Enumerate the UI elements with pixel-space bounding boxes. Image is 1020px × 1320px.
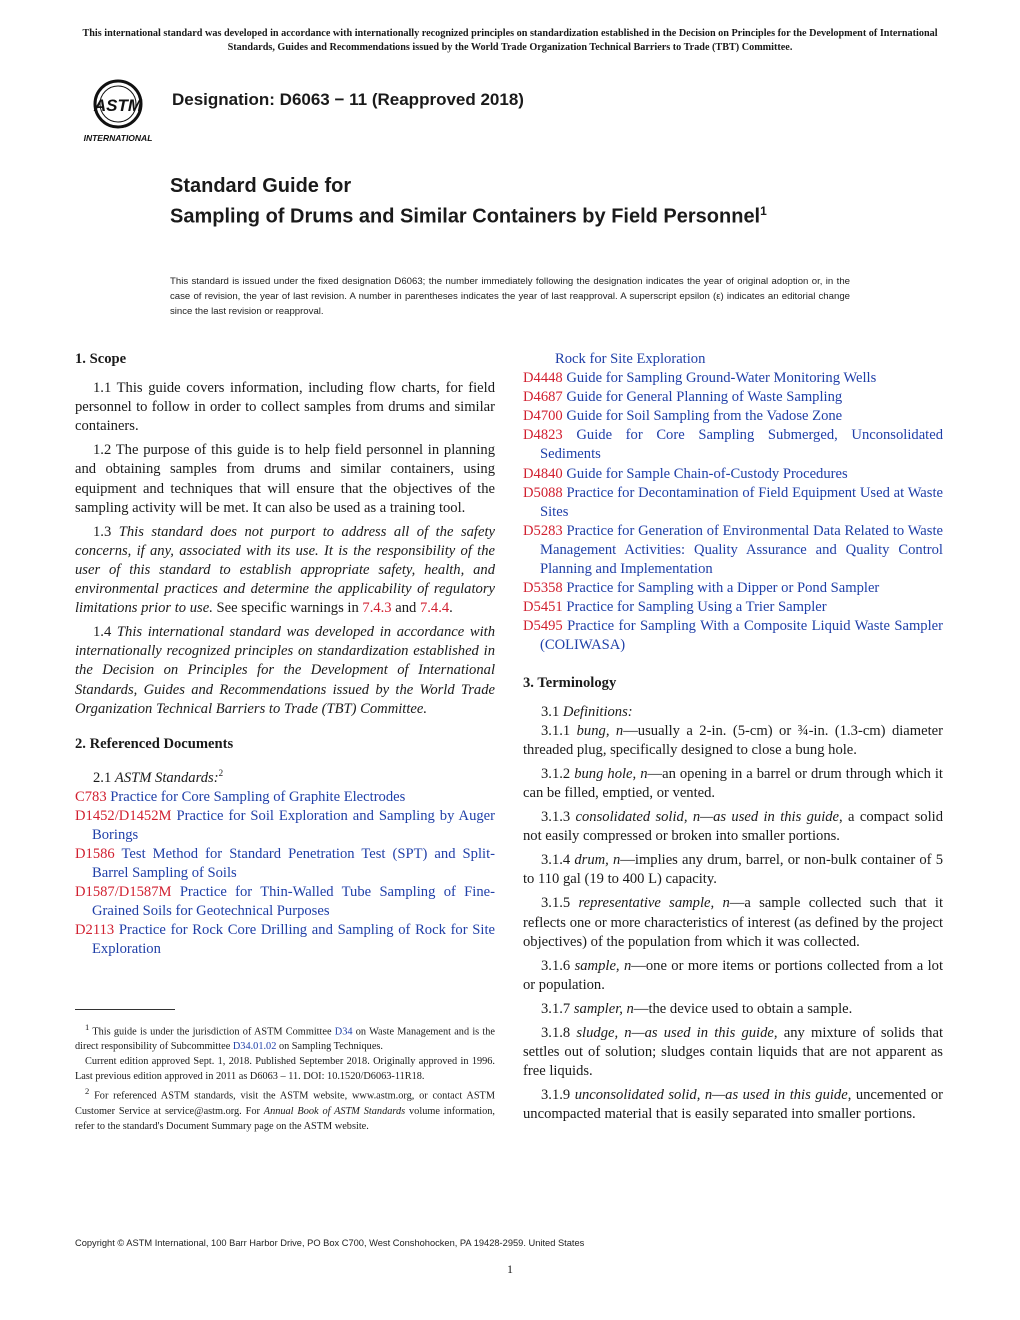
- footnote-1: $^1$ This guide is under the jurisdiction of ASTM Committee D34 on Waste Management and is the direct responsibility of Subcommittee D34.01.02 on Sampling Techniques.: [75, 1022, 496, 1053]
- ref-code-link[interactable]: D4448: [523, 370, 563, 387]
- reference-item: [523, 407, 943, 426]
- ref-code-link[interactable]: D4823: [523, 427, 563, 444]
- reference-item: [75, 845, 495, 883]
- reference-item: [523, 484, 943, 522]
- ref-code-link[interactable]: D1587/D1587M: [75, 884, 172, 901]
- ref-title-link[interactable]: Guide for Core Sampling Submerged, Unconsolidated Sediments: [540, 427, 943, 463]
- ref-title-link[interactable]: Practice for Rock Core Drilling and Sampling of Rock for Site Exploration: [92, 922, 495, 958]
- scope-1-4-num: 1.4: [93, 624, 112, 641]
- terminology-heading: 3. Terminology: [523, 674, 617, 691]
- ref-title-link[interactable]: Practice for Sampling with a Dipper or Pond Sampler: [566, 580, 880, 597]
- reference-item: [523, 617, 943, 655]
- left-column: [75, 350, 496, 958]
- scope-heading: 1. Scope: [75, 351, 127, 367]
- ref-title-continued[interactable]: Rock for Site Exploration: [555, 351, 706, 367]
- reference-item: [523, 369, 943, 388]
- designation: Designation: D6063 − 11 (Reapproved 2018): [172, 90, 524, 109]
- scope-1-3-num: 1.3: [93, 523, 112, 540]
- ref-code-link[interactable]: D1586: [75, 846, 115, 863]
- ref-code-link[interactable]: C783: [75, 788, 107, 805]
- ref-code-link[interactable]: D4687: [523, 389, 563, 406]
- ref-code-link[interactable]: D1452/D1452M: [75, 807, 172, 824]
- scope-1-3: [75, 523, 495, 618]
- committee-d34-link[interactable]: D34: [334, 1026, 353, 1038]
- references-heading: 2. Referenced Documents: [75, 735, 234, 752]
- scope-1-4: [75, 623, 495, 718]
- scope-1-3-end: .: [449, 600, 453, 617]
- ref-title-link[interactable]: Guide for Soil Sampling from the Vadose Zone: [566, 408, 843, 425]
- logo-text: ASTM: [93, 96, 143, 115]
- astm-logo-icon: [72, 78, 164, 148]
- ref-title-link[interactable]: Guide for Sample Chain-of-Custody Procedures: [566, 465, 848, 482]
- astm-standards-label: 2.1 ASTM Standards:$^2$: [93, 767, 224, 786]
- term-definition: 3.1.4 drum, n—implies any drum, barrel, or non-bulk container of 5 to 110 gal (19 to 400 L) capacity.: [523, 852, 943, 888]
- ref-title-link[interactable]: Guide for Sampling Ground-Water Monitoring Wells: [566, 370, 877, 387]
- term-definition: 3.1.8 sludge, n—as used in this guide, any mixture of solids that settles out of solution; sludges contain liquids that are not apparent as free liquids.: [523, 1025, 943, 1080]
- reference-item: [75, 807, 495, 845]
- subcommittee-link[interactable]: D34.01.02: [232, 1041, 277, 1053]
- title-line-2: Sampling of Drums and Similar Containers by Field Personnel: [170, 205, 761, 228]
- scope-1-2: 1.2 The purpose of this guide is to help field personnel in planning and obtaining samples from drums and similar containers, using equipment and techniques that will ensure that the objectives of the sampling activity will be met. It can also be used as a training tool.: [75, 442, 495, 516]
- reference-item: [523, 465, 943, 484]
- ref-title-link[interactable]: Practice for Decontamination of Field Equipment Used at Waste Sites: [540, 484, 943, 520]
- reference-item: [75, 883, 495, 921]
- ref-code-link[interactable]: D5088: [523, 484, 563, 501]
- ref-title-link[interactable]: Practice for Thin-Walled Tube Sampling of Fine-Grained Soils for Geotechnical Purposes: [92, 884, 495, 920]
- reference-item: [523, 598, 943, 617]
- scope-1-3-and: and: [395, 600, 417, 617]
- ref-title-link[interactable]: Guide for General Planning of Waste Sampling: [566, 389, 843, 406]
- link-7-4-3[interactable]: 7.4.3: [362, 600, 392, 617]
- ref-code-link[interactable]: D5495: [523, 618, 563, 635]
- reference-item: [523, 426, 943, 464]
- ref-title-link[interactable]: Test Method for Standard Penetration Test (SPT) and Split-Barrel Sampling of Soils: [92, 846, 495, 882]
- ref-code-link[interactable]: D4700: [523, 408, 563, 425]
- term-definition: 3.1.3 consolidated solid, n—as used in this guide, a compact solid not easily compressed or broken into smaller portions.: [523, 809, 943, 845]
- ref-code-link[interactable]: D4840: [523, 465, 563, 482]
- footnote-1-edition: Current edition approved Sept. 1, 2018. Published September 2018. Originally approved in 1996. Last previous edition approved in 2011 as D6063 – 11. DOI: 10.1520/D6063-11R18.: [75, 1056, 495, 1083]
- ref-code-link[interactable]: D5451: [523, 599, 563, 616]
- document-title: [170, 174, 790, 230]
- scope-1-3-text: This standard does not purport to address all of the safety concerns, if any, associated with its use. It is the responsibility of the user of this standard to establish appropriate safety, health, and environmental practices and determine the applicability of regulatory limitations prior to use.: [75, 523, 495, 617]
- scope-1-4-text: This international standard was developed in accordance with internationally recognized principles on standardization established in the Decision on Principles for the Development of International Standards, Guides and Recommendations issued by the World Trade Organization Technical Barriers to Trade (TBT) Committee.: [75, 624, 496, 717]
- top-notice: This international standard was developed in accordance with internationally recognized principles on standardization established in the Decision on Principles for the Development of International Standards, Guides and Recommendations issued by the World Trade Organization Technical Barriers to Trade (TBT) Committee.: [82, 28, 938, 53]
- page-number: 1: [507, 1262, 513, 1276]
- ref-code-link[interactable]: D5283: [523, 522, 563, 539]
- footnotes: [75, 1020, 495, 1134]
- ref-title-link[interactable]: Practice for Core Sampling of Graphite Electrodes: [110, 788, 406, 805]
- definitions-label: 3.1 Definitions:: [541, 703, 633, 720]
- term-definition: 3.1.9 unconsolidated solid, n—as used in this guide, uncemented or uncompacted material that is easily separated into smaller portions.: [523, 1087, 943, 1123]
- reference-item: [523, 350, 943, 369]
- ref-title-link[interactable]: Practice for Soil Exploration and Sampling by Auger Borings: [92, 807, 495, 843]
- ref-code-link[interactable]: D5358: [523, 580, 563, 597]
- term-definition: 3.1.5 representative sample, n—a sample collected such that it reflects one or more characteristics of interest (as defined by the project objectives) of the population from which it was collected.: [523, 895, 944, 950]
- footnote-2: $^2$ For referenced ASTM standards, visit the ASTM website, www.astm.org, or contact ASTM Customer Service at service@astm.org. For Annual Book of ASTM Standards volume information, refer to the standard's Document Summary page on the ASTM website.: [75, 1086, 495, 1132]
- reference-item: [523, 522, 943, 579]
- scope-1-3-tail: See specific warnings in: [216, 600, 359, 617]
- copyright: Copyright © ASTM International, 100 Barr Harbor Drive, PO Box C700, West Conshohocken, PA 19428-2959. United States: [75, 1238, 585, 1248]
- ref-code-link[interactable]: D2113: [75, 922, 115, 939]
- ref-title-link[interactable]: Practice for Generation of Environmental Data Related to Waste Management Activities: Quality Assurance and Quality Control Planning and Implementation: [540, 522, 943, 578]
- link-7-4-4[interactable]: 7.4.4: [419, 600, 450, 617]
- term-definition: 3.1.1 bung, n—usually a 2-in. (5-cm) or ¾-in. (1.3-cm) diameter threaded plug, specifically designed to close a bung hole.: [523, 722, 943, 758]
- reference-item: [523, 388, 943, 407]
- term-definition: 3.1.7 sampler, n—the device used to obtain a sample.: [541, 1000, 853, 1017]
- logo-subtext: INTERNATIONAL: [83, 133, 153, 143]
- issue-note: This standard is issued under the fixed designation D6063; the number immediately following the designation indicates the year of original adoption or, in the case of revision, the year of last revision. A number in parentheses indicates the year of last reapproval. A superscript epsilon (ε) indicates an editorial change since the last revision or reapproval.: [170, 276, 850, 317]
- reference-item: [523, 579, 943, 598]
- title-line-1: Standard Guide for: [170, 175, 352, 197]
- term-definition: 3.1.6 sample, n—one or more items or portions collected from a lot or population.: [523, 957, 943, 993]
- right-column: [523, 350, 943, 1129]
- ref-title-link[interactable]: Practice for Sampling Using a Trier Sampler: [566, 599, 827, 616]
- term-definition: 3.1.2 bung hole, n—an opening in a barrel or drum through which it can be filled, emptied, or vented.: [523, 765, 943, 801]
- astm-logo: [72, 78, 164, 148]
- reference-item: [75, 788, 495, 807]
- title-footnote-marker: 1: [760, 204, 767, 218]
- reference-item: [75, 921, 495, 958]
- footnote-divider: [75, 1009, 175, 1010]
- ref-title-link[interactable]: Practice for Sampling With a Composite Liquid Waste Sampler (COLIWASA): [540, 618, 943, 654]
- scope-1-1: 1.1 This guide covers information, including flow charts, for field personnel to follow in order to collect samples from drums and similar containers.: [75, 380, 495, 435]
